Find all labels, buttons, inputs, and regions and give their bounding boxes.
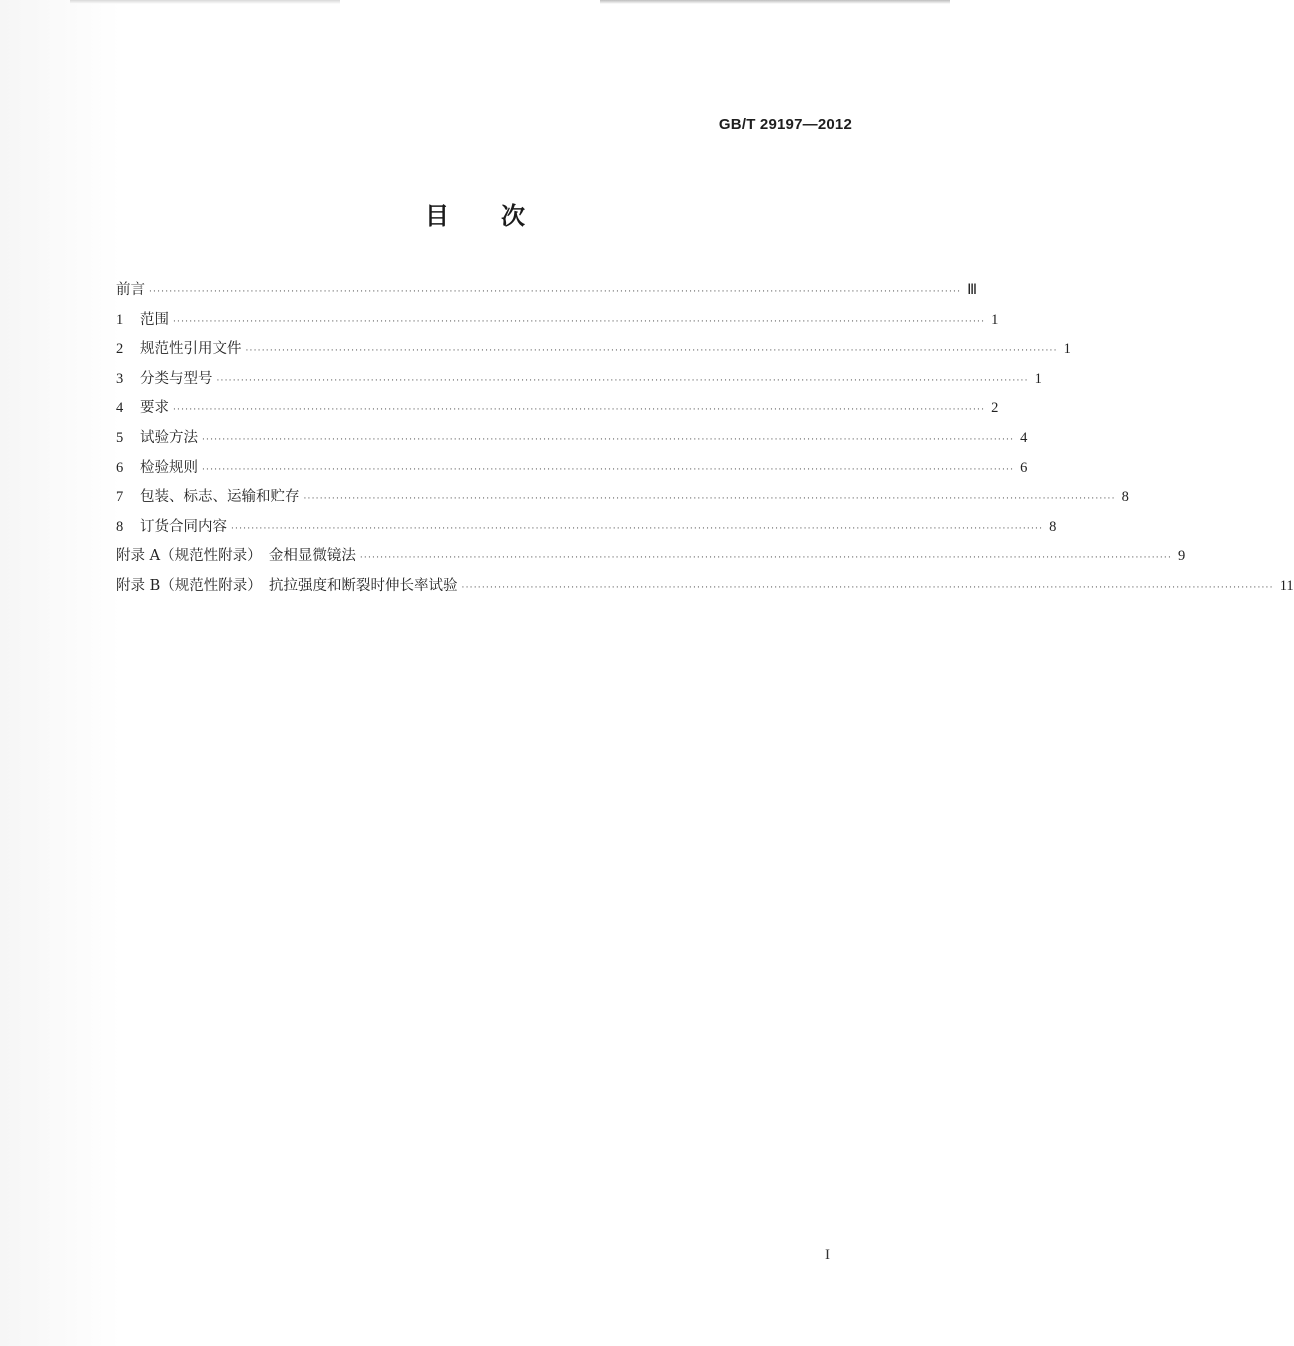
toc-entry-page: 11 [1279, 577, 1294, 594]
toc-dot-leader: ········································································································································································································ [202, 464, 1015, 475]
toc-entry-number: 3 [116, 370, 124, 387]
toc-entry-page: 1 [1034, 370, 1042, 387]
toc-entry-page: 8 [1049, 518, 1057, 535]
toc-entry-page: Ⅲ [967, 282, 978, 298]
toc-dot-leader: ········································································································································································································ [173, 316, 986, 327]
toc-entry[interactable] [116, 483, 1129, 513]
toc-entry-page: 9 [1178, 548, 1186, 565]
toc-entry-label: 订货合同内容 [140, 518, 227, 535]
toc-entry-number: 1 [116, 311, 124, 328]
toc-entry-page: 2 [991, 400, 999, 417]
toc-dot-leader: ········································································································································································································ [303, 494, 1116, 505]
toc-entry-label: 前言 [116, 282, 145, 298]
toc-entry[interactable] [116, 454, 1028, 484]
toc-entry-number: 5 [116, 429, 124, 446]
toc-entry-label: 要求 [140, 400, 169, 417]
toc-dot-leader: ········································································································································································································ [149, 287, 962, 297]
toc-entry[interactable] [116, 513, 1057, 543]
toc-entry-page: 1 [1063, 341, 1071, 358]
table-of-contents [116, 276, 1294, 602]
toc-entry-label: 包装、标志、运输和贮存 [140, 489, 300, 506]
toc-entry-label: 检验规则 [140, 459, 198, 476]
toc-entry-number: 8 [116, 518, 124, 535]
scan-top-edge-right [600, 0, 950, 4]
scan-top-edge [70, 0, 340, 4]
toc-entry[interactable] [116, 365, 1042, 395]
page-number: I [825, 1247, 830, 1263]
toc-entry-number: 2 [116, 341, 124, 358]
toc-dot-leader: ········································································································································································································ [231, 523, 1044, 534]
toc-entry-label: 分类与型号 [140, 370, 213, 387]
toc-entry[interactable] [116, 424, 1028, 454]
page-title: 目次 [425, 202, 577, 230]
toc-entry-label: 附录 A（规范性附录） 金相显微镜法 [116, 548, 356, 565]
toc-entry-label: 附录 B（规范性附录） 抗拉强度和断裂时伸长率试验 [116, 577, 458, 594]
toc-entry-number: 7 [116, 489, 124, 506]
toc-dot-leader: ········································································································································································································ [202, 434, 1015, 445]
toc-entry-label: 范围 [140, 311, 169, 328]
toc-dot-leader: ········································································································································································································ [216, 375, 1029, 386]
toc-entry-page: 4 [1020, 429, 1028, 446]
toc-entry-number: 4 [116, 400, 124, 417]
toc-entry[interactable] [116, 394, 999, 424]
toc-dot-leader: ········································································································································································································ [245, 346, 1058, 357]
toc-entry-page: 8 [1121, 489, 1129, 506]
toc-entry[interactable] [116, 276, 978, 306]
toc-entry[interactable] [116, 542, 1186, 572]
toc-entry-page: 6 [1020, 459, 1028, 476]
toc-entry-label: 规范性引用文件 [140, 341, 242, 358]
toc-entry-number: 6 [116, 459, 124, 476]
toc-entry[interactable] [116, 572, 1294, 602]
toc-entry[interactable] [116, 335, 1071, 365]
toc-dot-leader: ········································································································································································································ [461, 582, 1274, 593]
toc-dot-leader: ········································································································································································································ [173, 405, 986, 416]
standard-number: GB/T 29197—2012 [718, 116, 852, 133]
toc-entry-label: 试验方法 [140, 429, 198, 446]
toc-dot-leader: ········································································································································································································ [359, 553, 1173, 564]
toc-entry-page: 1 [991, 311, 999, 328]
toc-entry[interactable] [116, 306, 999, 336]
